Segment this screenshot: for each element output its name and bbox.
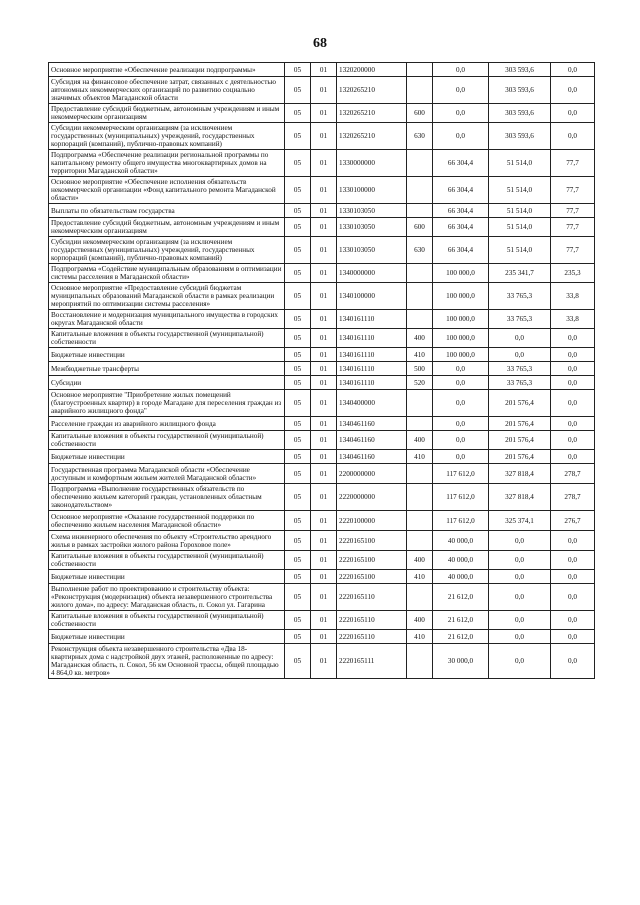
row-name-cell: Восстановление и модернизация муниципального имущества в городских округах Магаданской области [49, 310, 285, 329]
row-expense-type-cell [407, 484, 433, 511]
row-name-cell: Предоставление субсидий бюджетным, автономным учреждениям и иным некоммерческим организациям [49, 218, 285, 237]
row-percent-cell: 77,7 [551, 150, 595, 177]
row-target-article-cell: 2220165100 [337, 570, 407, 584]
row-target-article-cell: 1340461160 [337, 431, 407, 450]
row-subsection-cell: 01 [311, 464, 337, 484]
row-approved-amount-cell: 0,0 [433, 362, 489, 376]
row-target-article-cell: 1330103050 [337, 204, 407, 218]
row-amended-amount-cell: 0,0 [489, 531, 551, 551]
row-subsection-cell: 01 [311, 237, 337, 264]
row-amended-amount-cell: 325 374,1 [489, 511, 551, 531]
row-target-article-cell: 2220165110 [337, 584, 407, 611]
row-subsection-cell: 01 [311, 390, 337, 417]
row-amended-amount-cell: 0,0 [489, 348, 551, 362]
table-row [49, 630, 595, 644]
row-percent-cell: 0,0 [551, 531, 595, 551]
row-approved-amount-cell: 66 304,4 [433, 150, 489, 177]
row-percent-cell: 0,0 [551, 431, 595, 450]
row-percent-cell: 278,7 [551, 464, 595, 484]
table-row [49, 450, 595, 464]
row-target-article-cell: 2220165110 [337, 630, 407, 644]
row-name-cell: Подпрограмма «Обеспечение реализации региональной программы по капитальному ремонту общего имущества многоквартирных домов на территории Магаданской области» [49, 150, 285, 177]
row-approved-amount-cell: 0,0 [433, 417, 489, 431]
row-target-article-cell: 1340100000 [337, 283, 407, 310]
row-name-cell: Основное мероприятие «Оказание государственной поддержки по обеспечению жильем населения Магаданской области» [49, 511, 285, 531]
table-row [49, 310, 595, 329]
row-approved-amount-cell: 0,0 [433, 63, 489, 77]
row-approved-amount-cell: 21 612,0 [433, 630, 489, 644]
row-subsection-cell: 01 [311, 218, 337, 237]
row-percent-cell: 0,0 [551, 630, 595, 644]
row-percent-cell: 0,0 [551, 123, 595, 150]
row-section-cell: 05 [285, 611, 311, 630]
row-approved-amount-cell: 100 000,0 [433, 310, 489, 329]
row-subsection-cell: 01 [311, 484, 337, 511]
row-percent-cell: 0,0 [551, 376, 595, 390]
row-expense-type-cell: 410 [407, 570, 433, 584]
table-row [49, 376, 595, 390]
row-target-article-cell: 1340161110 [337, 329, 407, 348]
page-number: 68 [313, 36, 327, 51]
row-percent-cell: 0,0 [551, 63, 595, 77]
row-approved-amount-cell: 40 000,0 [433, 551, 489, 570]
row-name-cell: Межбюджетные трансферты [49, 362, 285, 376]
table-row [49, 484, 595, 511]
row-percent-cell: 33,8 [551, 283, 595, 310]
row-expense-type-cell [407, 584, 433, 611]
row-subsection-cell: 01 [311, 329, 337, 348]
row-amended-amount-cell: 51 514,0 [489, 237, 551, 264]
row-name-cell: Бюджетные инвестиции [49, 450, 285, 464]
row-subsection-cell: 01 [311, 283, 337, 310]
row-section-cell: 05 [285, 177, 311, 204]
row-section-cell: 05 [285, 431, 311, 450]
row-name-cell: Капитальные вложения в объекты государственной (муниципальной) собственности [49, 611, 285, 630]
row-section-cell: 05 [285, 237, 311, 264]
row-percent-cell: 77,7 [551, 204, 595, 218]
row-section-cell: 05 [285, 417, 311, 431]
row-name-cell: Реконструкция объекта незавершенного строительства «Два 18-квартирных дома с надстройкой двух этажей, расположенные по адресу: Магаданская область, п. Сокол, 56 км Основной трассы, общей площадью 4 864,0 кв. метров» [49, 644, 285, 679]
row-section-cell: 05 [285, 283, 311, 310]
row-amended-amount-cell: 201 576,4 [489, 390, 551, 417]
table-row [49, 417, 595, 431]
row-subsection-cell: 01 [311, 584, 337, 611]
row-approved-amount-cell: 66 304,4 [433, 177, 489, 204]
row-target-article-cell: 1340461160 [337, 417, 407, 431]
row-target-article-cell: 1320265210 [337, 123, 407, 150]
row-section-cell: 05 [285, 204, 311, 218]
row-section-cell: 05 [285, 150, 311, 177]
row-subsection-cell: 01 [311, 310, 337, 329]
row-target-article-cell: 1330103050 [337, 237, 407, 264]
row-percent-cell: 0,0 [551, 584, 595, 611]
row-section-cell: 05 [285, 531, 311, 551]
row-target-article-cell: 1320200000 [337, 63, 407, 77]
row-percent-cell: 77,7 [551, 177, 595, 204]
row-subsection-cell: 01 [311, 348, 337, 362]
row-section-cell: 05 [285, 390, 311, 417]
row-subsection-cell: 01 [311, 417, 337, 431]
row-section-cell: 05 [285, 218, 311, 237]
row-target-article-cell: 1340461160 [337, 450, 407, 464]
row-expense-type-cell: 500 [407, 362, 433, 376]
row-percent-cell: 0,0 [551, 611, 595, 630]
row-amended-amount-cell: 303 593,6 [489, 77, 551, 104]
row-expense-type-cell [407, 77, 433, 104]
row-amended-amount-cell: 51 514,0 [489, 150, 551, 177]
row-amended-amount-cell: 235 341,7 [489, 264, 551, 283]
row-subsection-cell: 01 [311, 511, 337, 531]
row-expense-type-cell [407, 310, 433, 329]
row-subsection-cell: 01 [311, 531, 337, 551]
row-section-cell: 05 [285, 450, 311, 464]
row-expense-type-cell: 600 [407, 104, 433, 123]
row-target-article-cell: 2220165100 [337, 531, 407, 551]
row-name-cell: Подпрограмма «Выполнение государственных обязательств по обеспечению жильем категорий граждан, установленных областным законодательством» [49, 484, 285, 511]
row-section-cell: 05 [285, 310, 311, 329]
row-approved-amount-cell: 0,0 [433, 450, 489, 464]
row-name-cell: Бюджетные инвестиции [49, 348, 285, 362]
row-amended-amount-cell: 0,0 [489, 584, 551, 611]
row-target-article-cell: 1340161110 [337, 310, 407, 329]
table-row [49, 177, 595, 204]
table-row [49, 584, 595, 611]
row-expense-type-cell [407, 531, 433, 551]
row-target-article-cell: 1330103050 [337, 218, 407, 237]
row-name-cell: Основное мероприятие "Приобретение жилых помещений (благоустроенных квартир) в городе Магадане для переселения граждан из аварийного жилищного фонда" [49, 390, 285, 417]
row-percent-cell: 33,8 [551, 310, 595, 329]
row-amended-amount-cell: 201 576,4 [489, 417, 551, 431]
row-target-article-cell: 2220165111 [337, 644, 407, 679]
row-percent-cell: 77,7 [551, 237, 595, 264]
row-amended-amount-cell: 33 765,3 [489, 376, 551, 390]
row-percent-cell: 0,0 [551, 348, 595, 362]
row-subsection-cell: 01 [311, 104, 337, 123]
row-amended-amount-cell: 0,0 [489, 630, 551, 644]
row-amended-amount-cell: 0,0 [489, 570, 551, 584]
row-expense-type-cell [407, 204, 433, 218]
row-approved-amount-cell: 21 612,0 [433, 611, 489, 630]
row-subsection-cell: 01 [311, 177, 337, 204]
row-amended-amount-cell: 33 765,3 [489, 283, 551, 310]
row-target-article-cell: 2220165100 [337, 551, 407, 570]
row-section-cell: 05 [285, 77, 311, 104]
row-expense-type-cell [407, 464, 433, 484]
row-subsection-cell: 01 [311, 204, 337, 218]
row-name-cell: Субсидии некоммерческим организациям (за исключением государственных (муниципальных) учреждений, государственных корпораций (компаний), публично-правовых компаний) [49, 123, 285, 150]
row-section-cell: 05 [285, 484, 311, 511]
row-name-cell: Государственная программа Магаданской области «Обеспечение доступным и комфортным жильем жителей Магаданской области» [49, 464, 285, 484]
row-name-cell: Капитальные вложения в объекты государственной (муниципальной) собственности [49, 431, 285, 450]
row-amended-amount-cell: 0,0 [489, 329, 551, 348]
row-name-cell: Схема инженерного обеспечения по объекту «Строительство арендного жилья в рамках застройки жилого района Гороховое поле» [49, 531, 285, 551]
table-row [49, 362, 595, 376]
row-name-cell: Капитальные вложения в объекты государственной (муниципальной) собственности [49, 329, 285, 348]
row-amended-amount-cell: 303 593,6 [489, 104, 551, 123]
row-expense-type-cell [407, 177, 433, 204]
row-subsection-cell: 01 [311, 150, 337, 177]
row-approved-amount-cell: 117 612,0 [433, 511, 489, 531]
row-section-cell: 05 [285, 511, 311, 531]
table-row [49, 329, 595, 348]
row-target-article-cell: 1340000000 [337, 264, 407, 283]
row-subsection-cell: 01 [311, 264, 337, 283]
row-name-cell: Бюджетные инвестиции [49, 570, 285, 584]
row-section-cell: 05 [285, 630, 311, 644]
row-approved-amount-cell: 66 304,4 [433, 218, 489, 237]
table-row [49, 77, 595, 104]
row-subsection-cell: 01 [311, 431, 337, 450]
row-approved-amount-cell: 0,0 [433, 431, 489, 450]
row-name-cell: Бюджетные инвестиции [49, 630, 285, 644]
row-section-cell: 05 [285, 63, 311, 77]
row-percent-cell: 77,7 [551, 218, 595, 237]
row-expense-type-cell [407, 511, 433, 531]
row-approved-amount-cell: 66 304,4 [433, 237, 489, 264]
row-target-article-cell: 1340400000 [337, 390, 407, 417]
row-subsection-cell: 01 [311, 611, 337, 630]
row-amended-amount-cell: 51 514,0 [489, 204, 551, 218]
row-name-cell: Основное мероприятие «Обеспечение реализации подпрограммы» [49, 63, 285, 77]
row-subsection-cell: 01 [311, 77, 337, 104]
row-percent-cell: 278,7 [551, 484, 595, 511]
table-row [49, 204, 595, 218]
row-target-article-cell: 2220000000 [337, 484, 407, 511]
row-approved-amount-cell: 30 000,0 [433, 644, 489, 679]
row-expense-type-cell: 630 [407, 237, 433, 264]
row-percent-cell: 276,7 [551, 511, 595, 531]
row-subsection-cell: 01 [311, 551, 337, 570]
row-amended-amount-cell: 51 514,0 [489, 218, 551, 237]
row-expense-type-cell [407, 644, 433, 679]
table-row [49, 511, 595, 531]
table-row [49, 283, 595, 310]
row-target-article-cell: 1320265210 [337, 104, 407, 123]
row-expense-type-cell: 520 [407, 376, 433, 390]
row-section-cell: 05 [285, 584, 311, 611]
row-expense-type-cell [407, 283, 433, 310]
row-amended-amount-cell: 33 765,3 [489, 362, 551, 376]
budget-table [48, 62, 595, 679]
table-row [49, 570, 595, 584]
row-name-cell: Предоставление субсидий бюджетным, автономным учреждениям и иным некоммерческим организациям [49, 104, 285, 123]
row-target-article-cell: 1320265210 [337, 77, 407, 104]
row-subsection-cell: 01 [311, 570, 337, 584]
row-percent-cell: 0,0 [551, 570, 595, 584]
row-approved-amount-cell: 40 000,0 [433, 531, 489, 551]
row-target-article-cell: 1330000000 [337, 150, 407, 177]
row-approved-amount-cell: 100 000,0 [433, 264, 489, 283]
row-name-cell: Выплаты по обязательствам государства [49, 204, 285, 218]
row-expense-type-cell: 410 [407, 348, 433, 362]
row-expense-type-cell: 410 [407, 630, 433, 644]
row-name-cell: Основное мероприятие «Предоставление субсидий бюджетам муниципальных образований Магаданской области в рамках реализации мероприятий по оптимизации системы расселения» [49, 283, 285, 310]
table-row [49, 104, 595, 123]
row-target-article-cell: 1340161110 [337, 362, 407, 376]
row-target-article-cell: 1330100000 [337, 177, 407, 204]
row-subsection-cell: 01 [311, 630, 337, 644]
row-subsection-cell: 01 [311, 63, 337, 77]
row-approved-amount-cell: 0,0 [433, 376, 489, 390]
row-expense-type-cell [407, 150, 433, 177]
row-target-article-cell: 2220165110 [337, 611, 407, 630]
row-expense-type-cell [407, 390, 433, 417]
row-amended-amount-cell: 0,0 [489, 611, 551, 630]
row-section-cell: 05 [285, 123, 311, 150]
row-name-cell: Основное мероприятие «Обеспечение исполнения обязательств некоммерческой организации «Фонд капитального ремонта Магаданской области» [49, 177, 285, 204]
row-expense-type-cell [407, 63, 433, 77]
row-amended-amount-cell: 327 818,4 [489, 464, 551, 484]
row-approved-amount-cell: 40 000,0 [433, 570, 489, 584]
row-percent-cell: 0,0 [551, 390, 595, 417]
row-expense-type-cell: 400 [407, 551, 433, 570]
table-row [49, 551, 595, 570]
row-target-article-cell: 2200000000 [337, 464, 407, 484]
row-subsection-cell: 01 [311, 123, 337, 150]
table-row [49, 123, 595, 150]
table-row [49, 348, 595, 362]
row-approved-amount-cell: 117 612,0 [433, 484, 489, 511]
table-row [49, 63, 595, 77]
row-approved-amount-cell: 21 612,0 [433, 584, 489, 611]
row-amended-amount-cell: 303 593,6 [489, 123, 551, 150]
row-name-cell: Расселение граждан из аварийного жилищного фонда [49, 417, 285, 431]
row-section-cell: 05 [285, 570, 311, 584]
row-subsection-cell: 01 [311, 450, 337, 464]
row-name-cell: Субсидии некоммерческим организациям (за исключением государственных (муниципальных) учреждений, государственных корпораций (компаний), публично-правовых компаний) [49, 237, 285, 264]
row-approved-amount-cell: 0,0 [433, 123, 489, 150]
row-percent-cell: 0,0 [551, 450, 595, 464]
row-amended-amount-cell: 201 576,4 [489, 431, 551, 450]
row-section-cell: 05 [285, 464, 311, 484]
table-row [49, 237, 595, 264]
row-section-cell: 05 [285, 329, 311, 348]
row-section-cell: 05 [285, 104, 311, 123]
row-percent-cell: 235,3 [551, 264, 595, 283]
table-row [49, 644, 595, 679]
row-target-article-cell: 1340161110 [337, 376, 407, 390]
row-section-cell: 05 [285, 644, 311, 679]
row-expense-type-cell: 400 [407, 431, 433, 450]
row-approved-amount-cell: 117 612,0 [433, 464, 489, 484]
table-row [49, 431, 595, 450]
row-percent-cell: 0,0 [551, 77, 595, 104]
row-amended-amount-cell: 33 765,3 [489, 310, 551, 329]
row-amended-amount-cell: 327 818,4 [489, 484, 551, 511]
row-amended-amount-cell: 201 576,4 [489, 450, 551, 464]
row-section-cell: 05 [285, 376, 311, 390]
row-approved-amount-cell: 0,0 [433, 77, 489, 104]
table-row [49, 531, 595, 551]
row-percent-cell: 0,0 [551, 329, 595, 348]
row-section-cell: 05 [285, 264, 311, 283]
row-subsection-cell: 01 [311, 376, 337, 390]
row-name-cell: Капитальные вложения в объекты государственной (муниципальной) собственности [49, 551, 285, 570]
table-row [49, 218, 595, 237]
row-subsection-cell: 01 [311, 362, 337, 376]
row-percent-cell: 0,0 [551, 104, 595, 123]
row-name-cell: Выполнение работ по проектированию и строительству объекта: «Реконструкция (модернизация) объекта незавершенного строительства жилого дома», по адресу: Магаданская область, п. Сокол ул. Гагарина [49, 584, 285, 611]
row-amended-amount-cell: 303 593,6 [489, 63, 551, 77]
row-approved-amount-cell: 100 000,0 [433, 348, 489, 362]
row-expense-type-cell: 410 [407, 450, 433, 464]
row-percent-cell: 0,0 [551, 551, 595, 570]
row-approved-amount-cell: 0,0 [433, 390, 489, 417]
row-section-cell: 05 [285, 362, 311, 376]
row-approved-amount-cell: 100 000,0 [433, 329, 489, 348]
row-target-article-cell: 1340161110 [337, 348, 407, 362]
row-expense-type-cell: 400 [407, 329, 433, 348]
row-expense-type-cell [407, 264, 433, 283]
row-percent-cell: 0,0 [551, 417, 595, 431]
table-row [49, 390, 595, 417]
row-amended-amount-cell: 51 514,0 [489, 177, 551, 204]
row-target-article-cell: 2220100000 [337, 511, 407, 531]
row-expense-type-cell: 600 [407, 218, 433, 237]
row-amended-amount-cell: 0,0 [489, 551, 551, 570]
row-percent-cell: 0,0 [551, 644, 595, 679]
table-body [49, 63, 595, 679]
row-expense-type-cell: 630 [407, 123, 433, 150]
row-name-cell: Субсидии [49, 376, 285, 390]
table-row [49, 611, 595, 630]
row-expense-type-cell: 400 [407, 611, 433, 630]
table-row [49, 464, 595, 484]
row-amended-amount-cell: 0,0 [489, 644, 551, 679]
row-subsection-cell: 01 [311, 644, 337, 679]
row-approved-amount-cell: 100 000,0 [433, 283, 489, 310]
table-row [49, 150, 595, 177]
row-percent-cell: 0,0 [551, 362, 595, 376]
row-name-cell: Субсидия на финансовое обеспечение затрат, связанных с деятельностью автономных некоммерческих организаций по развитию социально значимых объектов Магаданской области [49, 77, 285, 104]
row-section-cell: 05 [285, 348, 311, 362]
row-section-cell: 05 [285, 551, 311, 570]
row-approved-amount-cell: 0,0 [433, 104, 489, 123]
row-expense-type-cell [407, 417, 433, 431]
row-name-cell: Подпрограмма «Содействие муниципальным образованиям в оптимизации системы расселения в Магаданской области» [49, 264, 285, 283]
row-approved-amount-cell: 66 304,4 [433, 204, 489, 218]
table-row [49, 264, 595, 283]
